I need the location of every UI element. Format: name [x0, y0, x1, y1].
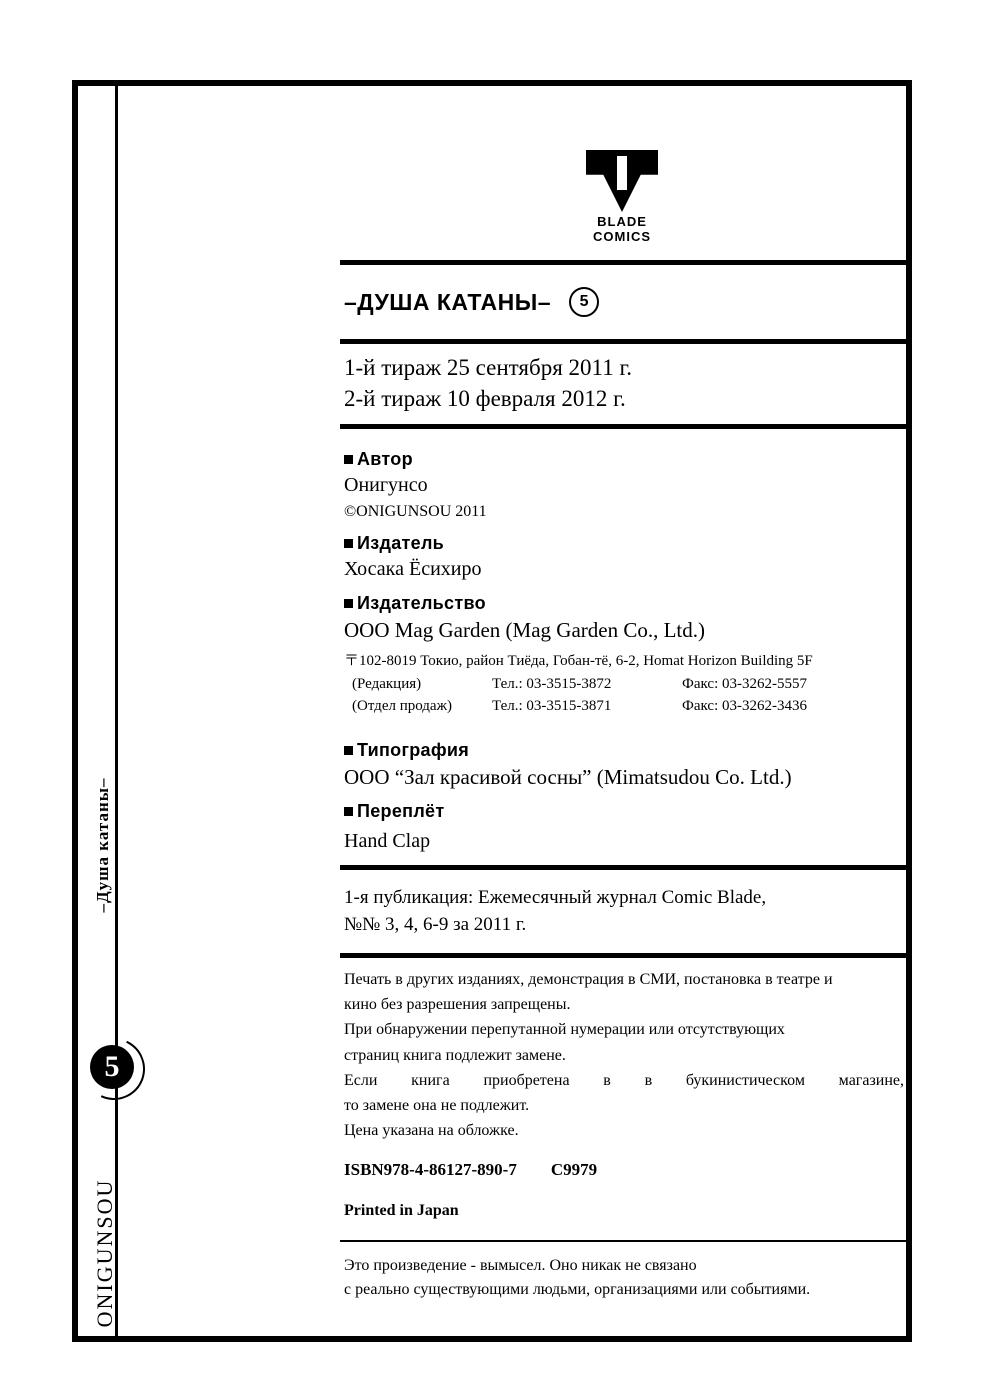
- legal-paragraph-2-line-1: При обнаружении перепутанной нумерации или отсутствующих: [344, 1021, 785, 1039]
- blade-comics-mark-icon: [586, 150, 658, 212]
- contact-fax: Факс: 03-3262-3436: [682, 698, 807, 715]
- address-block: [344, 650, 910, 718]
- author-name: Онигунсо: [344, 474, 428, 497]
- isbn-code: C9979: [550, 1160, 598, 1180]
- author-heading: [344, 449, 910, 470]
- printing-heading-label: Типография: [357, 739, 470, 760]
- bullet-square-icon: [344, 807, 353, 816]
- volume-badge: 5: [569, 287, 599, 317]
- house-name: ООО Mag Garden (Mag Garden Co., Ltd.): [344, 617, 705, 642]
- bullet-square-icon: [344, 746, 353, 755]
- bullet-square-icon: [344, 599, 353, 608]
- credits-block: [340, 429, 910, 865]
- spine-title: –Душа катаны–: [93, 777, 112, 913]
- printed-in-japan: Printed in Japan: [344, 1201, 459, 1219]
- first-publication-line-1: 1-я публикация: Ежемесячный журнал Comic Blade,: [344, 886, 767, 908]
- author-heading-label: Автор: [357, 449, 413, 470]
- legal-paragraph-1-line-2: кино без разрешения запрещены.: [344, 996, 571, 1014]
- contact-tel: Тел.: 03-3515-3871: [492, 698, 612, 715]
- colophon-content: [340, 140, 910, 1312]
- disclaimer-block: [340, 1242, 910, 1312]
- house-heading-label: Издательство: [357, 592, 486, 613]
- legal-paragraph-4: Цена указана на обложке.: [344, 1122, 519, 1140]
- print-run-block: [340, 344, 910, 424]
- contact-dept: (Редакция): [352, 675, 422, 692]
- legal-paragraph-2-line-2: страниц книга подлежит замене.: [344, 1046, 566, 1064]
- contact-fax: Факс: 03-3262-5557: [682, 675, 807, 692]
- binding-heading: [344, 801, 910, 822]
- contact-tel: Тел.: 03-3515-3872: [492, 675, 612, 692]
- disclaimer-line-1: Это произведение - вымысел. Оно никак не связано: [344, 1257, 697, 1275]
- contact-dept: (Отдел продаж): [352, 698, 452, 715]
- isbn-number: ISBN978-4-86127-890-7: [344, 1160, 517, 1180]
- spine-column: [78, 100, 120, 1328]
- print-run-1: 1-й тираж 25 сентября 2011 г.: [344, 355, 633, 380]
- contact-row: [344, 673, 910, 696]
- publisher-logo-block: [340, 140, 910, 260]
- printing-name: ООО “Зал красивой сосны” (Mimatsudou Co. Ltd.): [344, 764, 792, 789]
- publisher-name: Хосака Ёсихиро: [344, 557, 482, 580]
- print-run-2: 2-й тираж 10 февраля 2012 г.: [344, 386, 626, 412]
- bullet-square-icon: [344, 455, 353, 464]
- printing-heading: [344, 740, 910, 761]
- spine-author: ONIGUNSOU: [92, 1178, 117, 1328]
- address-line: 〒102-8019 Токио, район Тиёда, Гобан-тё, 6-2, Homat Horizon Building 5F: [344, 653, 813, 670]
- isbn-row: [344, 1158, 910, 1183]
- author-copyright: ©ONIGUNSOU 2011: [344, 503, 487, 521]
- first-publication-line-2: №№ 3, 4, 6-9 за 2011 г.: [344, 914, 527, 936]
- binding-name: Hand Clap: [344, 829, 431, 852]
- book-title: –ДУША КАТАНЫ–: [344, 288, 552, 315]
- legal-paragraph-3-line-1: Если книга приобретена в в букинистическом магазине,: [344, 1071, 904, 1089]
- legal-paragraph-1-line-1: Печать в других изданиях, демонстрация в СМИ, постановка в театре и: [344, 970, 833, 988]
- spine-volume-number: 5: [90, 1045, 134, 1089]
- legal-block: [340, 958, 910, 1240]
- contact-row: [344, 695, 910, 718]
- logo-line-1: BLADE: [597, 214, 647, 229]
- publisher-heading: [344, 533, 910, 554]
- legal-paragraph-3-line-2: то замене она не подлежит.: [344, 1096, 530, 1114]
- book-title-row: [340, 265, 910, 339]
- first-publication-block: [340, 870, 910, 953]
- logo-line-2: COMICS: [593, 229, 651, 244]
- binding-heading-label: Переплёт: [357, 800, 445, 821]
- blade-comics-logo: [572, 150, 672, 244]
- disclaimer-line-2: с реально существующими людьми, организациями или событиями.: [344, 1281, 811, 1299]
- publisher-heading-label: Издатель: [357, 532, 445, 553]
- house-heading: [344, 593, 910, 614]
- bullet-square-icon: [344, 539, 353, 548]
